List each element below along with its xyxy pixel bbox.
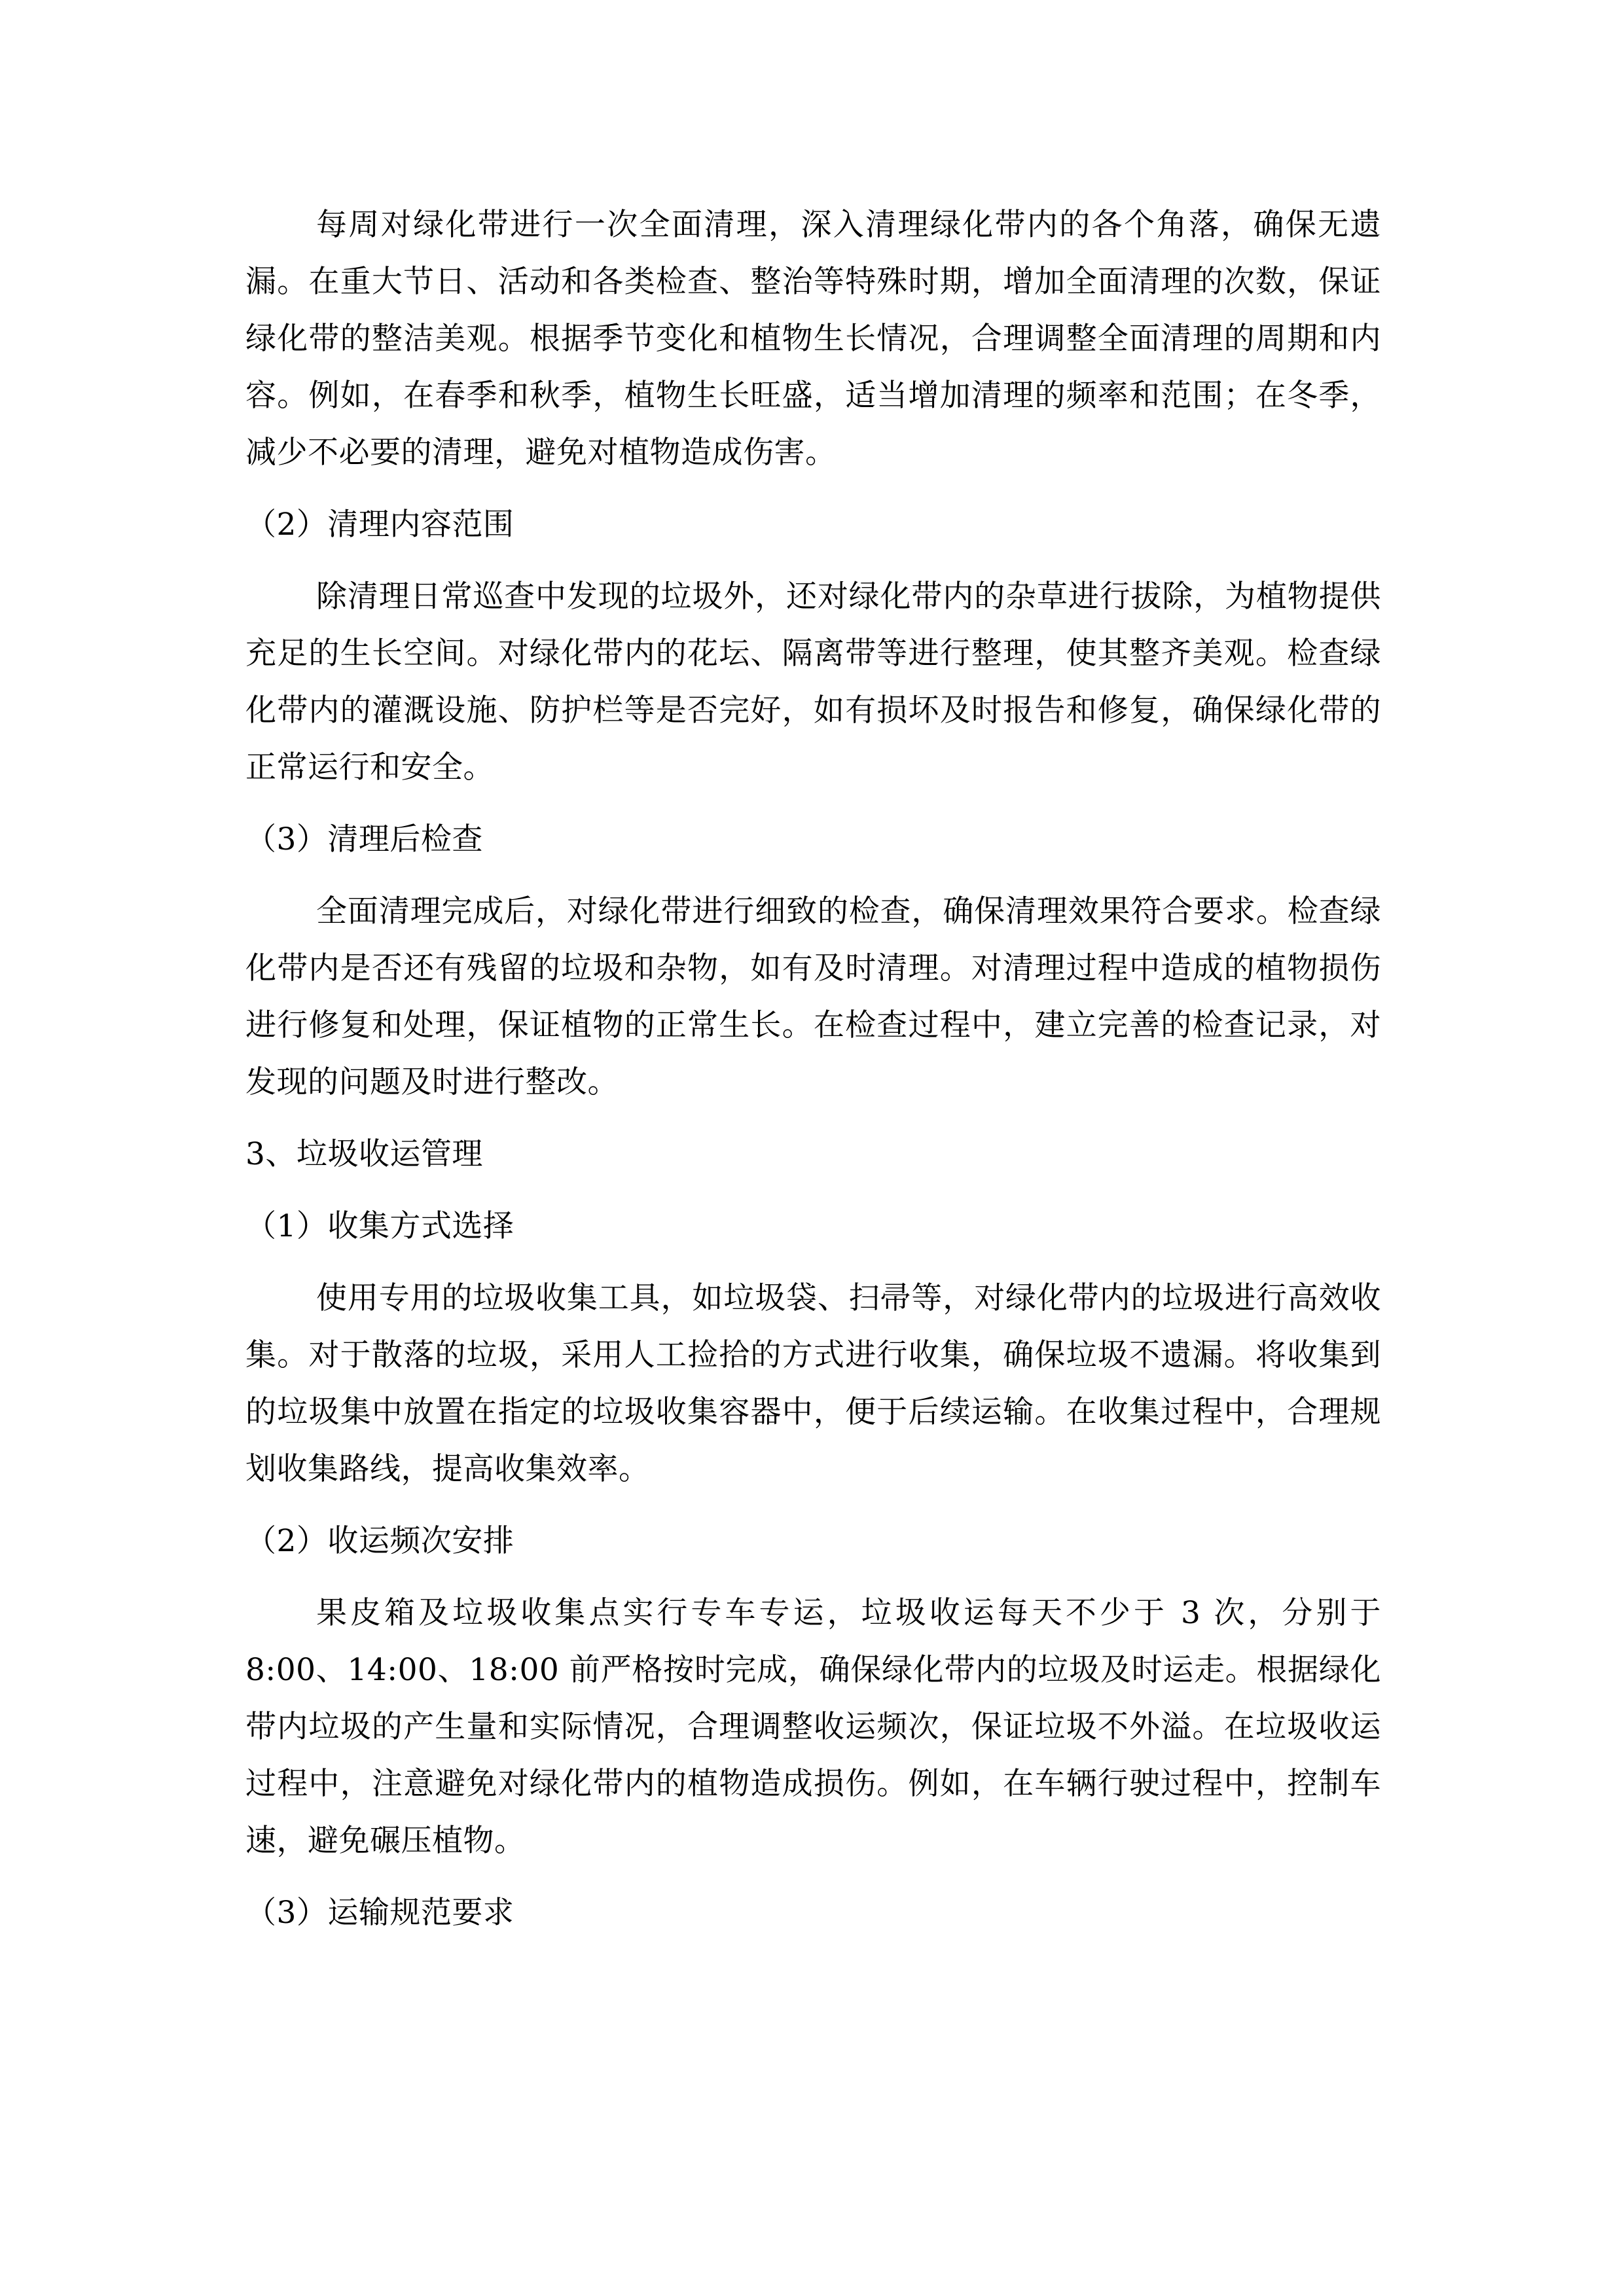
heading-transport-requirements: （3）运输规范要求 <box>245 1895 514 1931</box>
heading-post-cleaning-check: （3）清理后检查 <box>245 821 483 857</box>
paragraph-collection-frequency: 果皮箱及垃圾收集点实行专车专运，垃圾收运每天不少于 3 次，分别于 8:00、14:00、18:00 前严格按时完成，确保绿化带内的垃圾及时运走。根据绿化带内垃圾的产生量和实际情况，合理调整收运频次，保证垃圾不外溢。在垃圾收运过程中，注意避免对绿化带内的植物造成损伤。例如，在车辆行驶过程中，控制车速，避免碾压植物。 <box>245 1595 1381 1859</box>
paragraph-cleaning-scope: 除清理日常巡查中发现的垃圾外，还对绿化带内的杂草进行拔除，为植物提供充足的生长空间。对绿化带内的花坛、隔离带等进行整理，使其整齐美观。检查绿化带内的灌溉设施、防护栏等是否完好，如有损坏及时报告和修复，确保绿化带的正常运行和安全。 <box>245 579 1381 785</box>
heading-cleaning-scope: （2）清理内容范围 <box>245 507 514 543</box>
paragraph-post-cleaning-check: 全面清理完成后，对绿化带进行细致的检查，确保清理效果符合要求。检查绿化带内是否还有残留的垃圾和杂物，如有及时清理。对清理过程中造成的植物损伤进行修复和处理，保证植物的正常生长。在检查过程中，建立完善的检查记录，对发现的问题及时进行整改。 <box>245 893 1381 1100</box>
heading-collection-frequency: （2）收运频次安排 <box>245 1523 514 1559</box>
heading-collection-method: （1）收集方式选择 <box>245 1208 514 1244</box>
document-body <box>245 196 1381 1956</box>
paragraph-full-cleaning-schedule: 每周对绿化带进行一次全面清理，深入清理绿化带内的各个角落，确保无遗漏。在重大节日、活动和各类检查、整治等特殊时期，增加全面清理的次数，保证绿化带的整洁美观。根据季节变化和植物生长情况，合理调整全面清理的周期和内容。例如，在春季和秋季，植物生长旺盛，适当增加清理的频率和范围；在冬季，减少不必要的清理，避免对植物造成伤害。 <box>245 207 1381 471</box>
heading-garbage-collection: 3、垃圾收运管理 <box>245 1136 483 1172</box>
paragraph-collection-method: 使用专用的垃圾收集工具，如垃圾袋、扫帚等，对绿化带内的垃圾进行高效收集。对于散落的垃圾，采用人工捡拾的方式进行收集，确保垃圾不遗漏。将收集到的垃圾集中放置在指定的垃圾收集容器中，便于后续运输。在收集过程中，合理规划收集路线，提高收集效率。 <box>245 1280 1381 1487</box>
